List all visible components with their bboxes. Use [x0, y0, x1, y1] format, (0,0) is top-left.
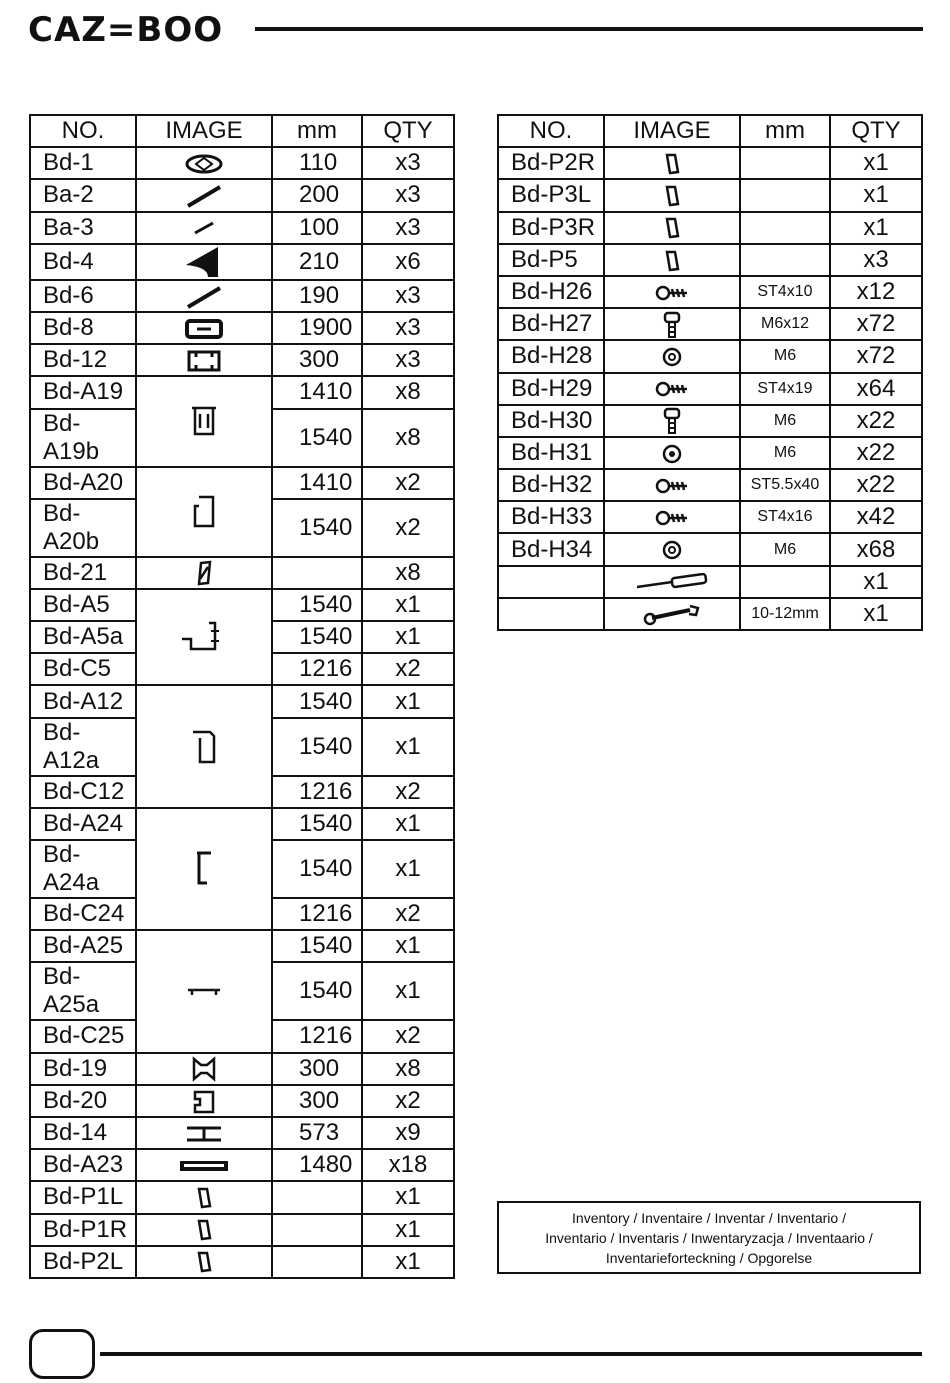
corner-bracket-icon — [184, 247, 224, 274]
end-cap-icon — [662, 214, 682, 241]
part-number: Bd-A20 — [30, 467, 136, 499]
part-number: Bd-A25a — [30, 962, 136, 1020]
part-image — [604, 469, 740, 501]
part-length: 1540 — [272, 621, 362, 653]
part-length — [272, 1214, 362, 1246]
part-quantity: x6 — [362, 244, 454, 280]
part-length: 1540 — [272, 499, 362, 557]
part-length: ST4x19 — [740, 373, 830, 405]
diagonal-rod-icon — [184, 282, 224, 309]
table-row — [30, 147, 454, 179]
table-row — [30, 467, 454, 499]
part-image — [136, 1117, 272, 1149]
part-length: 1540 — [272, 718, 362, 776]
part-length — [740, 566, 830, 598]
part-image — [136, 280, 272, 312]
part-length: M6 — [740, 340, 830, 372]
part-image — [604, 244, 740, 276]
part-image — [604, 340, 740, 372]
table-row — [498, 533, 922, 565]
part-quantity: x1 — [830, 566, 922, 598]
part-number: Bd-A12 — [30, 685, 136, 717]
part-length: 1540 — [272, 962, 362, 1020]
part-quantity: x2 — [362, 1020, 454, 1052]
table-row — [498, 405, 922, 437]
part-quantity: x2 — [362, 1085, 454, 1117]
part-number: Bd-P1R — [30, 1214, 136, 1246]
screw-icon — [655, 278, 689, 305]
screw-icon — [655, 375, 689, 402]
part-length: 573 — [272, 1117, 362, 1149]
part-number: Bd-P2R — [498, 147, 604, 179]
part-image — [136, 1149, 272, 1181]
part-number: Bd-C12 — [30, 776, 136, 808]
header-qty: QTY — [830, 115, 922, 147]
part-image — [604, 373, 740, 405]
flat-strip-icon — [186, 977, 222, 1004]
part-image — [136, 685, 272, 807]
part-quantity: x2 — [362, 653, 454, 685]
part-length: 1216 — [272, 653, 362, 685]
part-quantity: x1 — [362, 962, 454, 1020]
part-number: Bd-H28 — [498, 340, 604, 372]
part-number: Bd-P1L — [30, 1181, 136, 1213]
part-number: Bd-P3L — [498, 179, 604, 211]
frame-profile-icon — [190, 732, 218, 759]
table-row — [30, 212, 454, 244]
part-quantity: x2 — [362, 898, 454, 930]
part-quantity: x3 — [362, 344, 454, 376]
table-row — [498, 598, 922, 630]
part-quantity: x9 — [362, 1117, 454, 1149]
part-number: Bd-A25 — [30, 930, 136, 962]
part-image — [136, 312, 272, 344]
part-number: Bd-12 — [30, 344, 136, 376]
table-row — [498, 501, 922, 533]
footer-rule — [100, 1352, 922, 1356]
table-row — [30, 376, 454, 408]
part-quantity: x1 — [830, 147, 922, 179]
notched-profile-icon — [191, 1087, 217, 1114]
part-quantity: x8 — [362, 1053, 454, 1085]
part-length: 1540 — [272, 840, 362, 898]
part-length: 200 — [272, 179, 362, 211]
part-length: 1540 — [272, 930, 362, 962]
part-length: M6 — [740, 533, 830, 565]
part-quantity: x1 — [362, 685, 454, 717]
header-image: IMAGE — [604, 115, 740, 147]
part-length: ST4x16 — [740, 501, 830, 533]
part-length: 10-12mm — [740, 598, 830, 630]
part-number: Bd-C5 — [30, 653, 136, 685]
part-number: Bd-H30 — [498, 405, 604, 437]
table-row — [498, 373, 922, 405]
part-length: 1216 — [272, 776, 362, 808]
part-quantity: x2 — [362, 499, 454, 557]
header-rule — [255, 27, 923, 31]
part-number: Bd-21 — [30, 557, 136, 589]
table-row — [30, 312, 454, 344]
table-row — [30, 808, 454, 840]
x-profile-icon — [191, 1055, 217, 1082]
part-number: Bd-A5 — [30, 589, 136, 621]
part-number: Bd-H26 — [498, 276, 604, 308]
part-length: 1480 — [272, 1149, 362, 1181]
part-quantity: x2 — [362, 776, 454, 808]
table-row — [498, 308, 922, 340]
clip-icon — [194, 558, 214, 585]
part-length — [740, 147, 830, 179]
part-number: Bd-A12a — [30, 718, 136, 776]
part-image — [136, 467, 272, 557]
part-image — [136, 344, 272, 376]
part-quantity: x1 — [362, 1246, 454, 1278]
table-row — [30, 557, 454, 589]
table-row — [498, 276, 922, 308]
part-image — [604, 405, 740, 437]
part-image — [136, 1085, 272, 1117]
part-quantity: x1 — [830, 179, 922, 211]
part-quantity: x12 — [830, 276, 922, 308]
screw-icon — [655, 503, 689, 530]
table-row — [30, 1181, 454, 1213]
header-no: NO. — [498, 115, 604, 147]
part-quantity: x1 — [362, 589, 454, 621]
channel-profile-icon — [189, 407, 219, 434]
part-number: Bd-A24a — [30, 840, 136, 898]
slotted-profile-icon — [186, 346, 222, 373]
part-number — [498, 566, 604, 598]
table-row — [30, 179, 454, 211]
table-row — [30, 280, 454, 312]
part-number — [498, 598, 604, 630]
part-number: Bd-1 — [30, 147, 136, 179]
table-row — [498, 437, 922, 469]
part-quantity: x72 — [830, 308, 922, 340]
part-number: Bd-8 — [30, 312, 136, 344]
part-quantity: x22 — [830, 405, 922, 437]
part-quantity: x1 — [362, 840, 454, 898]
part-image — [136, 589, 272, 686]
end-cap-icon — [194, 1248, 214, 1275]
part-image — [136, 1181, 272, 1213]
part-length: 1216 — [272, 1020, 362, 1052]
part-number: Bd-A19b — [30, 409, 136, 467]
part-length — [272, 1181, 362, 1213]
bolt-icon — [662, 406, 682, 433]
part-number: Bd-P3R — [498, 212, 604, 244]
part-quantity: x1 — [362, 930, 454, 962]
caption-line: Inventario / Inventaris / Inwentaryzacja / Inventaario / — [545, 1230, 873, 1246]
part-number: Bd-4 — [30, 244, 136, 280]
part-image — [136, 1214, 272, 1246]
part-quantity: x3 — [362, 179, 454, 211]
end-cap-icon — [662, 246, 682, 273]
part-length: M6 — [740, 405, 830, 437]
screw-icon — [655, 471, 689, 498]
part-quantity: x3 — [830, 244, 922, 276]
table-row — [498, 566, 922, 598]
part-length: 190 — [272, 280, 362, 312]
part-length: 110 — [272, 147, 362, 179]
part-number: Bd-A20b — [30, 499, 136, 557]
part-number: Bd-A23 — [30, 1149, 136, 1181]
table-row — [30, 1214, 454, 1246]
part-length: M6 — [740, 437, 830, 469]
header-image: IMAGE — [136, 115, 272, 147]
part-image — [136, 244, 272, 280]
bolt-icon — [662, 310, 682, 337]
caption-line: Inventarieforteckning / Opgorelse — [605, 1250, 813, 1266]
part-length: 300 — [272, 1085, 362, 1117]
page-number-badge — [29, 1329, 95, 1379]
part-quantity: x3 — [362, 147, 454, 179]
part-number: Bd-H31 — [498, 437, 604, 469]
header-qty: QTY — [362, 115, 454, 147]
inventory-table-left — [29, 114, 455, 1279]
table-row — [30, 1246, 454, 1278]
brand-logo: CAZ=BOO — [28, 10, 224, 50]
end-cap-icon — [662, 149, 682, 176]
part-quantity: x3 — [362, 212, 454, 244]
part-quantity: x72 — [830, 340, 922, 372]
part-number: Bd-H29 — [498, 373, 604, 405]
z-profile-icon — [193, 854, 215, 881]
part-length: 300 — [272, 344, 362, 376]
part-image — [136, 147, 272, 179]
wrench-icon — [642, 600, 702, 627]
part-number: Ba-2 — [30, 179, 136, 211]
table-row — [30, 589, 454, 621]
nut-icon — [661, 536, 683, 563]
table-row — [30, 344, 454, 376]
part-number: Bd-H27 — [498, 308, 604, 340]
table-row — [498, 340, 922, 372]
c-profile-icon — [189, 497, 219, 524]
table-row — [30, 1085, 454, 1117]
part-number: Bd-C24 — [30, 898, 136, 930]
part-length: 1216 — [272, 898, 362, 930]
i-beam-icon — [184, 1119, 224, 1146]
part-image — [604, 308, 740, 340]
part-number: Bd-A19 — [30, 376, 136, 408]
part-number: Bd-P5 — [498, 244, 604, 276]
table-row — [498, 469, 922, 501]
part-quantity: x1 — [362, 1181, 454, 1213]
screwdriver-icon — [634, 568, 710, 595]
gutter-profile-icon — [179, 623, 229, 650]
part-image — [604, 147, 740, 179]
part-length: 1410 — [272, 376, 362, 408]
part-image — [136, 1246, 272, 1278]
part-image — [604, 179, 740, 211]
table-row — [30, 1053, 454, 1085]
part-number: Bd-P2L — [30, 1246, 136, 1278]
part-image — [136, 930, 272, 1052]
nut-icon — [661, 342, 683, 369]
short-rod-icon — [191, 214, 217, 241]
oval-connector-icon — [184, 149, 224, 176]
part-length: 1410 — [272, 467, 362, 499]
part-length: 1540 — [272, 409, 362, 467]
part-quantity: x1 — [362, 808, 454, 840]
part-number: Ba-3 — [30, 212, 136, 244]
part-quantity: x42 — [830, 501, 922, 533]
table-row — [498, 212, 922, 244]
part-image — [136, 808, 272, 930]
part-image — [604, 598, 740, 630]
part-length — [740, 244, 830, 276]
end-cap-icon — [662, 181, 682, 208]
part-quantity: x8 — [362, 376, 454, 408]
part-quantity: x1 — [362, 621, 454, 653]
part-length — [740, 179, 830, 211]
part-number: Bd-6 — [30, 280, 136, 312]
part-length: 100 — [272, 212, 362, 244]
header-mm: mm — [740, 115, 830, 147]
table-row — [30, 1149, 454, 1181]
part-quantity: x1 — [830, 212, 922, 244]
part-length — [740, 212, 830, 244]
table-row — [498, 147, 922, 179]
part-quantity: x64 — [830, 373, 922, 405]
part-image — [136, 557, 272, 589]
caption-line: Inventory / Inventaire / Inventar / Inventario / — [572, 1210, 846, 1226]
part-number: Bd-H33 — [498, 501, 604, 533]
part-number: Bd-A5a — [30, 621, 136, 653]
part-length: 210 — [272, 244, 362, 280]
part-quantity: x8 — [362, 409, 454, 467]
part-image — [136, 376, 272, 466]
part-image — [604, 501, 740, 533]
part-image — [604, 566, 740, 598]
part-quantity: x3 — [362, 280, 454, 312]
table-row — [30, 930, 454, 962]
part-length: ST5.5x40 — [740, 469, 830, 501]
part-image — [136, 212, 272, 244]
part-length: 300 — [272, 1053, 362, 1085]
part-image — [604, 276, 740, 308]
part-quantity: x22 — [830, 437, 922, 469]
part-quantity: x68 — [830, 533, 922, 565]
end-cap-icon — [194, 1183, 214, 1210]
part-quantity: x1 — [830, 598, 922, 630]
part-image — [604, 533, 740, 565]
washer-icon — [661, 439, 683, 466]
part-number: Bd-H34 — [498, 533, 604, 565]
panel-bar-icon — [178, 1151, 230, 1178]
table-row — [30, 244, 454, 280]
part-number: Bd-20 — [30, 1085, 136, 1117]
part-quantity: x2 — [362, 467, 454, 499]
header-mm: mm — [272, 115, 362, 147]
part-number: Bd-14 — [30, 1117, 136, 1149]
part-quantity: x1 — [362, 1214, 454, 1246]
part-quantity: x22 — [830, 469, 922, 501]
part-length: ST4x10 — [740, 276, 830, 308]
part-length: 1900 — [272, 312, 362, 344]
inventory-table-right — [497, 114, 923, 631]
table-row — [498, 179, 922, 211]
inventory-caption — [497, 1201, 921, 1274]
table-row — [30, 1117, 454, 1149]
part-quantity: x1 — [362, 718, 454, 776]
end-cap-icon — [194, 1216, 214, 1243]
part-length: 1540 — [272, 589, 362, 621]
diagonal-rod-icon — [184, 181, 224, 208]
part-image — [136, 1053, 272, 1085]
part-image — [136, 179, 272, 211]
part-image — [604, 437, 740, 469]
part-number: Bd-H32 — [498, 469, 604, 501]
part-length: M6x12 — [740, 308, 830, 340]
table-row — [498, 244, 922, 276]
part-quantity: x8 — [362, 557, 454, 589]
table-row — [30, 685, 454, 717]
part-number: Bd-19 — [30, 1053, 136, 1085]
part-image — [604, 212, 740, 244]
part-number: Bd-C25 — [30, 1020, 136, 1052]
part-number: Bd-A24 — [30, 808, 136, 840]
part-length — [272, 1246, 362, 1278]
beam-profile-icon — [185, 314, 223, 341]
part-length — [272, 557, 362, 589]
header-no: NO. — [30, 115, 136, 147]
part-quantity: x18 — [362, 1149, 454, 1181]
part-length: 1540 — [272, 685, 362, 717]
part-length: 1540 — [272, 808, 362, 840]
part-quantity: x3 — [362, 312, 454, 344]
